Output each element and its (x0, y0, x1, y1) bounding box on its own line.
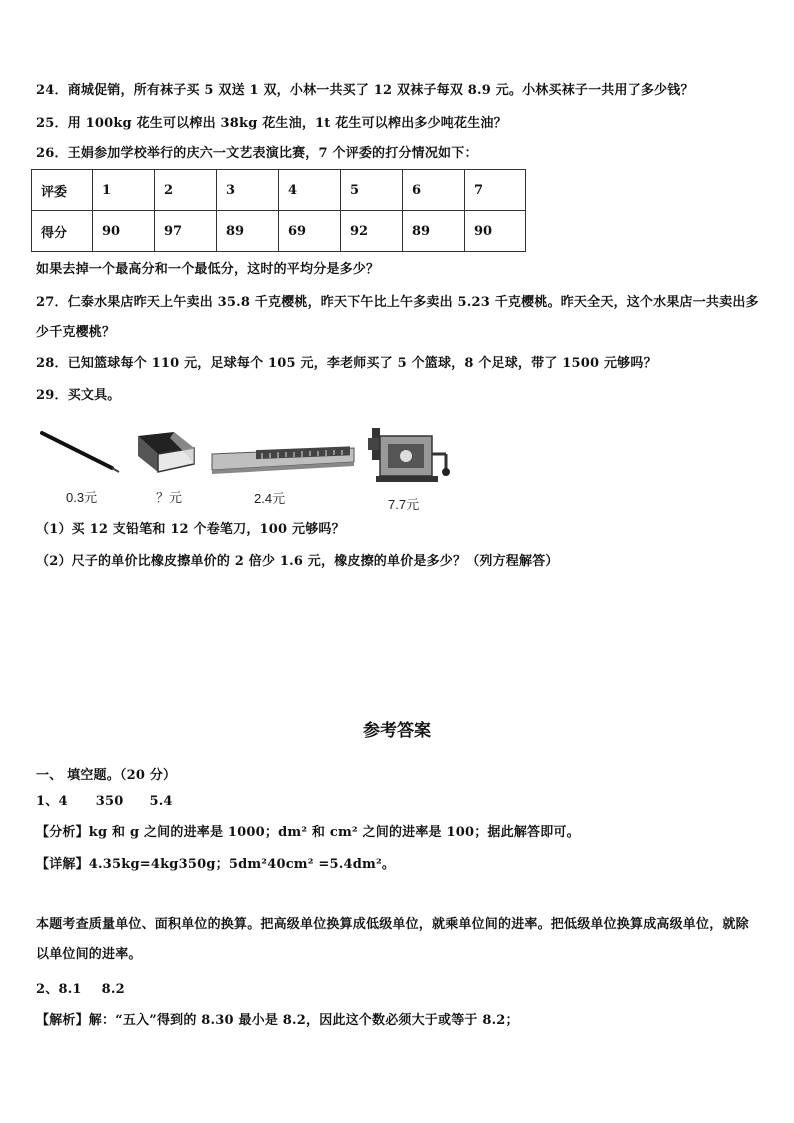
table-cell: 5 (341, 170, 403, 211)
answer-2-v2: 8.2 (101, 982, 125, 997)
table-cell: 6 (403, 170, 465, 211)
sharpener-image (366, 424, 454, 492)
answer-1-summary: 本题考查质量单位、面积单位的换算。把高级单位换算成低级单位，就乘单位间的进率。把低级单位换算成高级单位，就除以单位间的进率。 (36, 917, 749, 962)
pencil-price: 0.3元 (66, 490, 98, 505)
table-header-judge: 评委 (32, 170, 93, 211)
table-cell: 7 (465, 170, 526, 211)
question-24: 24．商城促销，所有袜子买 5 双送 1 双，小林一共买了 12 双袜子每双 8.9 元。小林买袜子一共用了多少钱？ (36, 83, 694, 98)
answer-1-v2: 350 (95, 794, 124, 809)
ruler-image (210, 446, 356, 480)
question-25: 25．用 100kg 花生可以榨出 38kg 花生油，1t 花生可以榨出多少吨花生油？ (36, 116, 507, 131)
pencil-icon (38, 428, 122, 476)
eraser-image (130, 428, 202, 482)
sharpener-price: 7.7元 (388, 497, 420, 512)
table-header-score: 得分 (32, 211, 93, 252)
table-cell: 69 (279, 211, 341, 252)
section-1-title: 一、 填空题。（20 分） (36, 768, 177, 783)
pencil-image (38, 428, 122, 480)
table-cell: 97 (155, 211, 217, 252)
table-cell: 90 (93, 211, 155, 252)
table-cell: 90 (465, 211, 526, 252)
score-table (31, 169, 526, 252)
ruler-price: 2.4元 (254, 491, 286, 506)
eraser-price: ？元 (156, 490, 183, 505)
answer-1-analysis: 【分析】kg 和 g 之间的进率是 1000；dm² 和 cm² 之间的进率是 100；据此解答即可。 (36, 825, 580, 840)
question-29: 29．买文具。 (36, 388, 121, 403)
answer-1-detail: 【详解】4.35kg=4kg350g；5dm²40cm² =5.4dm²。 (36, 857, 396, 872)
answers-heading: 参考答案 (363, 721, 431, 741)
question-26-follow: 如果去掉一个最高分和一个最低分，这时的平均分是多少？ (36, 262, 380, 277)
question-29-sub2: （2）尺子的单价比橡皮擦单价的 2 倍少 1.6 元，橡皮擦的单价是多少？（列方程解答） (36, 554, 559, 569)
answer-2-num: 2、8.1 (36, 982, 82, 997)
answer-2-analysis: 【解析】解：“五入”得到的 8.30 最小是 8.2，因此这个数必须大于或等于 8.2； (36, 1013, 519, 1028)
table-cell: 92 (341, 211, 403, 252)
pencil-sharpener-icon (366, 424, 454, 488)
question-26: 26．王娟参加学校举行的庆六一文艺表演比赛，7 个评委的打分情况如下： (36, 146, 478, 161)
question-28: 28．已知篮球每个 110 元，足球每个 105 元，李老师买了 5 个篮球，8 个足球，带了 1500 元够吗？ (36, 356, 657, 371)
table-cell: 2 (155, 170, 217, 211)
question-27: 27．仁泰水果店昨天上午卖出 35.8 千克樱桃，昨天下午比上午多卖出 5.23 千克樱桃。昨天全天，这个水果店一共卖出多少千克樱桃？ (36, 295, 759, 340)
table-row (32, 211, 526, 252)
question-29-sub1: （1）买 12 支铅笔和 12 个卷笔刀，100 元够吗？ (36, 522, 345, 537)
table-cell: 89 (217, 211, 279, 252)
table-cell: 89 (403, 211, 465, 252)
table-row (32, 170, 526, 211)
table-cell: 4 (279, 170, 341, 211)
table-cell: 1 (93, 170, 155, 211)
eraser-icon (130, 428, 202, 478)
answer-1-values (36, 794, 173, 810)
ruler-icon (210, 446, 356, 476)
answer-1-num: 1、4 (36, 794, 68, 809)
table-cell: 3 (217, 170, 279, 211)
answer-2-values (36, 982, 125, 998)
answer-1-v3: 5.4 (149, 794, 173, 809)
